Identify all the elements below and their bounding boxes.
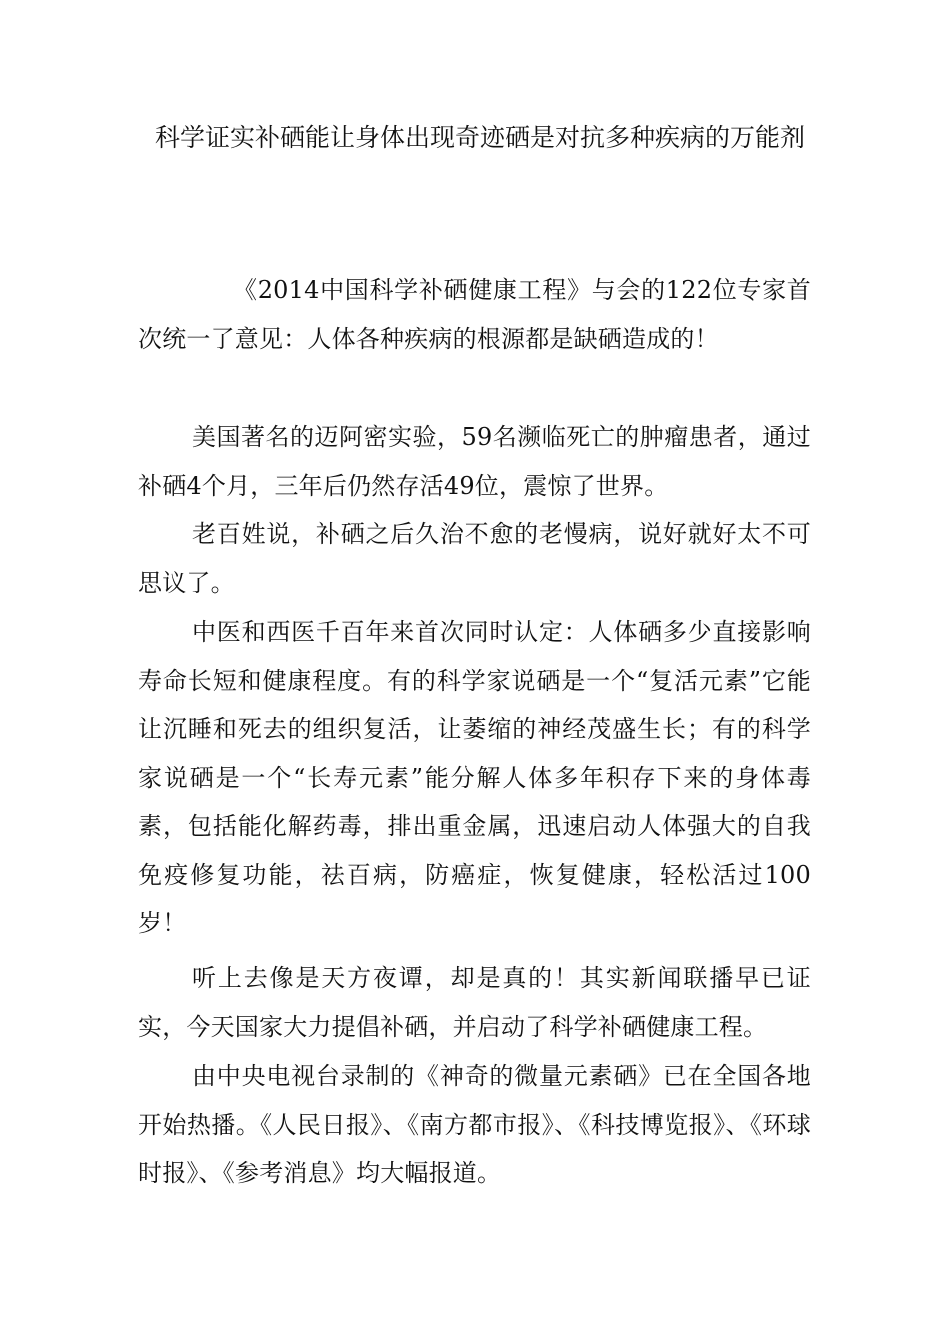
document-title: 科学证实补硒能让身体出现奇迹硒是对抗多种疾病的万能剂 — [154, 123, 805, 152]
paragraph-miami-experiment: 美国著名的迈阿密实验，59名濒临死亡的肿瘤患者，通过补硒4个月，三年后仍然存活49位，震惊了世界。 — [138, 423, 811, 500]
paragraph-public-opinion: 老百姓说，补硒之后久治不愈的老慢病，说好就好太不可思议了。 — [138, 520, 811, 597]
paragraph-news-confirmation: 听上去像是天方夜谭，却是真的！其实新闻联播早已证实，今天国家大力提倡补硒，并启动了科学补硒健康工程。 — [138, 964, 811, 1041]
paragraph-media-coverage: 由中央电视台录制的《神奇的微量元素硒》已在全国各地开始热播。《人民日报》、《南方都市报》、《科技博览报》、《环球时报》、《参考消息》均大幅报道。 — [138, 1062, 811, 1187]
paragraph-medical-consensus: 中医和西医千百年来首次同时认定：人体硒多少直接影响寿命长短和健康程度。有的科学家说硒是一个“复活元素”它能让沉睡和死去的组织复活，让萎缩的神经茂盛生长；有的科学家说硒是一个“长寿元素”能分解人体多年积存下来的身体毒素，包括能化解药毒，排出重金属，迅速启动人体强大的自我免疫修复功能，祛百病，防癌症，恢复健康，轻松活过100岁！ — [138, 618, 811, 937]
paragraph-expert-consensus: 《2014中国科学补硒健康工程》与会的122位专家首次统一了意见：人体各种疾病的根源都是缺硒造成的！ — [138, 276, 811, 353]
